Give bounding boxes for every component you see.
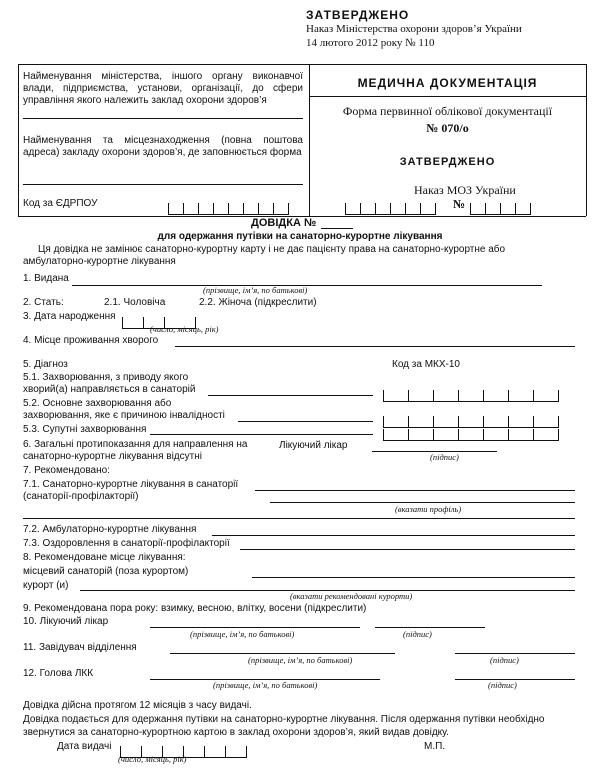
f73-label: 7.3. Оздоровлення в санаторії-профілакторії: [23, 538, 230, 549]
icd-cells-53[interactable]: [383, 423, 559, 441]
order-number-sign: №: [453, 197, 466, 211]
f71a-label: 7.1. Санаторно-курортне лікування в санаторії: [23, 479, 239, 490]
approval-line1: Наказ Міністерства охорони здоров’я України: [306, 23, 522, 35]
header-right-top: [309, 64, 586, 65]
f8-hint: (вказати рекомендовані курорти): [290, 591, 413, 601]
f3-hint: (число, місяць, рік): [150, 324, 219, 334]
f11-sign-hint: (підпис): [490, 655, 519, 665]
f52b-label: захворювання, яке є причиною інвалідності: [23, 410, 225, 421]
f71-line1[interactable]: [255, 490, 575, 491]
f12-sign-hint: (підпис): [488, 680, 517, 690]
f11-sign-line[interactable]: [455, 653, 575, 654]
stamp-label: М.П.: [424, 741, 446, 752]
order-date-cells[interactable]: [345, 197, 436, 215]
f6a-label: 6. Загальні протипоказання для направлення на: [23, 439, 248, 450]
doctor-sign-hint: (підпис): [430, 452, 459, 462]
approval-title: ЗАТВЕРДЖЕНО: [306, 8, 410, 22]
f1-label: 1. Видана: [23, 273, 69, 284]
doc-subtitle: для одержання путівки на санаторно-курортне лікування: [157, 231, 443, 242]
form-line1: Форма первинної облікової документації: [342, 104, 553, 118]
f8b-label: місцевий санаторій (поза курортом): [23, 566, 189, 577]
issue-date-label: Дата видачі: [57, 741, 112, 752]
doc-number-line[interactable]: [321, 228, 353, 229]
f51b-label: хворий(а) направляється в санаторій: [23, 384, 196, 395]
f4-label: 4. Місце проживання хворого: [23, 335, 159, 346]
header-left-border: [18, 64, 19, 216]
header-right-sep: [309, 96, 586, 97]
f71-hint: (вказати профіль): [395, 504, 462, 514]
form-number: № 070/о: [426, 121, 469, 135]
f8c-label: курорт (и): [23, 580, 69, 591]
f8a-label: 8. Рекомендоване місце лікування:: [23, 552, 186, 563]
f3-label: 3. Дата народження: [23, 311, 116, 322]
f2-label: 2. Стать:: [23, 297, 64, 308]
f10-label: 10. Лікуючий лікар: [23, 616, 109, 627]
edrpou-label: Код за ЄДРПОУ: [23, 198, 98, 209]
approved-title: ЗАТВЕРДЖЕНО: [399, 156, 496, 168]
f71-line2[interactable]: [270, 502, 575, 503]
f7-label: 7. Рекомендовано:: [23, 465, 110, 476]
f51-line[interactable]: [208, 395, 373, 396]
f53-label: 5.3. Супутні захворювання: [23, 424, 147, 435]
f5-label: 5. Діагноз: [23, 359, 68, 370]
facility-label: Найменування та місцезнаходження (повна поштова адреса) закладу охорони здоров’я, де заповнюється форма: [23, 135, 303, 158]
f11-name-hint: (прізвище, ім’я, по батькові): [248, 655, 353, 665]
f53-line[interactable]: [150, 434, 373, 435]
f12-name-hint: (прізвище, ім’я, по батькові): [213, 680, 318, 690]
date-hint: (число, місяць, рік): [118, 754, 187, 764]
f10-name-hint: (прізвище, ім’я, по батькові): [190, 629, 295, 639]
f6b-label: санаторно-курортне лікування відсутні: [23, 451, 202, 462]
f51a-label: 5.1. Захворювання, з приводу якого: [23, 372, 189, 383]
icd-label: Код за МКХ-10: [392, 359, 460, 370]
doc-title: ДОВІДКА №: [251, 217, 317, 229]
approval-line2: 14 лютого 2012 року № 110: [306, 37, 435, 49]
f12-label: 12. Голова ЛКК: [23, 668, 94, 679]
f71b-label: (санаторії-профілакторії): [23, 491, 139, 502]
header-right-border: [586, 64, 587, 216]
f4-line[interactable]: [175, 346, 575, 347]
f52-line[interactable]: [238, 421, 373, 422]
f11-name-line[interactable]: [170, 653, 395, 654]
f52a-label: 5.2. Основне захворювання або: [23, 398, 172, 409]
icd-cells-51[interactable]: [383, 384, 559, 402]
f2-male[interactable]: 2.1. Чоловіча: [104, 297, 166, 308]
f73-line[interactable]: [240, 549, 575, 550]
header-top-line: [18, 64, 310, 65]
facility-line: [23, 184, 303, 185]
edrpou-cells[interactable]: [168, 197, 289, 215]
doc-note2: амбулаторно-курортне лікування: [23, 256, 176, 267]
f1-hint: (прізвище, ім’я, по батькові): [203, 285, 308, 295]
f8b-line[interactable]: [252, 577, 575, 578]
f10-sign-line[interactable]: [375, 627, 485, 628]
order-number-cells[interactable]: [470, 197, 531, 215]
f72-line[interactable]: [212, 535, 575, 536]
doctor-label: Лікуючий лікар: [279, 440, 348, 451]
footer-note2: звернутися за санаторно-курортною картою в заклад охорони здоров’я, який видав довідку.: [23, 727, 449, 738]
med-doc-title: МЕДИЧНА ДОКУМЕНТАЦІЯ: [357, 76, 538, 90]
doc-note1: Ця довідка не замінює санаторно-курортну карту і не дає пацієнту права на санаторно-курортне або: [38, 244, 506, 255]
ministry-label: Найменування міністерства, іншого органу виконавчої влади, підприємства, установи, організації, до сфери управління якого належить заклад охорони здоров’я: [23, 71, 303, 106]
f2-female[interactable]: 2.2. Жіноча (підкреслити): [199, 297, 317, 308]
f10-name-line[interactable]: [150, 627, 360, 628]
f10-sign-hint: (підпис): [403, 629, 432, 639]
footer-valid: Довідка дійсна протягом 12 місяців з часу видачі.: [23, 700, 252, 711]
ministry-line: [23, 118, 303, 119]
f71-line3[interactable]: [23, 518, 575, 519]
footer-note1: Довідка подається для одержання путівки на санаторно-курортне лікування. Після одержання путівки необхідно: [23, 714, 545, 725]
moz-order: Наказ МОЗ України: [414, 183, 516, 197]
f9-label: 9. Рекомендована пора року: взимку, весною, влітку, восени (підкреслити): [23, 603, 367, 614]
f72-label: 7.2. Амбулаторно-курортне лікування: [23, 524, 197, 535]
f11-label: 11. Завідувач відділення: [23, 642, 137, 653]
